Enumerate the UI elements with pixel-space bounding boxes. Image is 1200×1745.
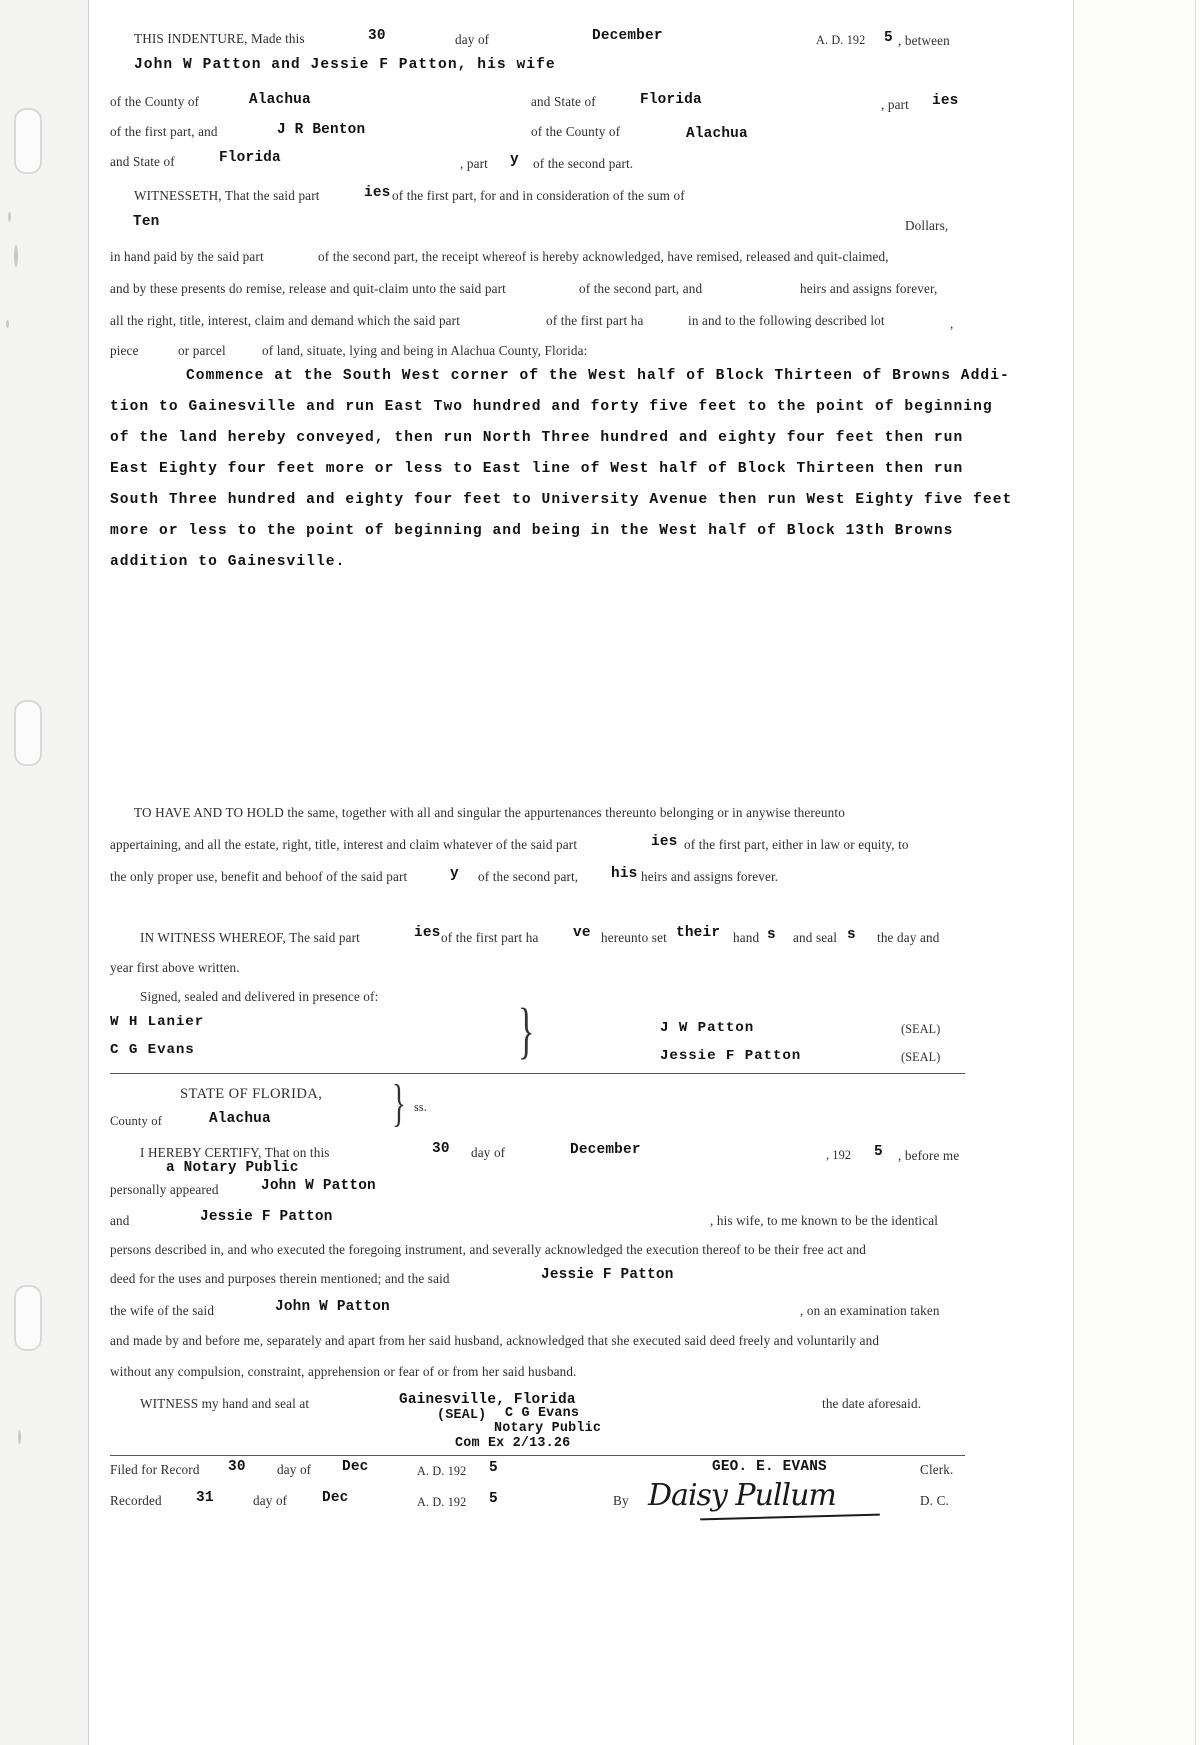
legal-description-line-4: East Eighty four feet more or less to East line of West half of Block Thirteen then run	[110, 461, 964, 477]
dc-label: D. C.	[920, 1493, 949, 1508]
habendum-his: his	[611, 866, 638, 882]
county-of-label: County of	[110, 1114, 163, 1128]
filed-for-record-label: Filed for Record	[110, 1462, 200, 1477]
clerk-name: GEO. E. EVANS	[712, 1459, 827, 1475]
filed-month-value: Dec	[342, 1459, 369, 1475]
ack-day-of-label: day of	[471, 1145, 506, 1160]
witnesseth-line-3d: ,	[950, 316, 954, 331]
signer-name-1: J W Patton	[660, 1020, 755, 1036]
in-witness-line-1a: IN WITNESS WHEREOF, The said part	[140, 930, 360, 945]
witnesseth-line-3c: in and to the following described lot	[688, 313, 885, 328]
recorded-day-of-label: day of	[253, 1493, 288, 1508]
witnesseth-tail: of the first part, for and in consideration of the sum of	[392, 188, 685, 203]
witnesseth-part-suffix: ies	[364, 185, 391, 201]
witnesseth-line-3b: of the first part ha	[546, 313, 644, 328]
grantee-state-value: Florida	[219, 150, 281, 166]
habendum-line-2a: appertaining, and all the estate, right, title, interest and claim whatever of the said part	[110, 837, 578, 852]
in-witness-s1: s	[767, 927, 776, 943]
habendum-part-suffix: ies	[651, 834, 678, 850]
notary-role: Notary Public	[494, 1421, 602, 1436]
in-witness-line-1e: and seal	[793, 930, 838, 945]
filed-day-value: 30	[228, 1459, 246, 1475]
of-second-part-label: of the second part.	[533, 156, 634, 171]
acknowledgment-county-value: Alachua	[209, 1111, 271, 1127]
signer-name-2: Jessie F Patton	[660, 1048, 802, 1064]
certify-lead: I HEREBY CERTIFY, That on this	[140, 1145, 330, 1160]
signature-brace: }	[518, 997, 535, 1065]
clerk-label: Clerk.	[920, 1462, 954, 1477]
personally-appeared-label: personally appeared	[110, 1182, 219, 1197]
in-witness-line-1c: hereunto set	[601, 930, 667, 945]
of-county-of-label-2: of the County of	[531, 124, 621, 139]
witnesseth-line-4a: piece	[110, 343, 139, 358]
in-witness-line-2: year first above written.	[110, 960, 240, 975]
witnesseth-lead: WITNESSETH, That the said part	[134, 188, 320, 203]
habendum-line-3b: of the second part,	[478, 869, 579, 884]
filed-year-value: 5	[489, 1460, 498, 1476]
date-aforesaid-label: the date aforesaid.	[822, 1396, 922, 1411]
in-witness-line-1f: the day and	[877, 930, 940, 945]
recorded-label: Recorded	[110, 1493, 162, 1508]
of-county-of-label: of the County of	[110, 94, 200, 109]
habendum-line-1: TO HAVE AND TO HOLD the same, together with all and singular the appurtenances thereunto belonging or in anywise thereunto	[134, 805, 845, 820]
ack-body-wife-name: Jessie F Patton	[541, 1267, 674, 1283]
filed-day-of-label: day of	[277, 1462, 312, 1477]
in-witness-their: their	[676, 925, 721, 941]
in-witness-line-1b: of the first part ha	[441, 930, 539, 945]
in-witness-line-1d: hand	[733, 930, 760, 945]
witnesseth-line-1a: in hand paid by the said part	[110, 249, 264, 264]
indenture-lead: THIS INDENTURE, Made this	[134, 31, 305, 46]
consideration-amount: Ten	[133, 214, 160, 230]
ss-label: ss.	[414, 1100, 427, 1114]
execution-day: 30	[368, 28, 386, 44]
grantee-part-suffix: y	[510, 152, 519, 168]
notary-name: C G Evans	[505, 1406, 580, 1421]
recorded-ad-label: A. D. 192	[417, 1495, 467, 1509]
and-label: and	[110, 1213, 130, 1228]
witness-name-2: C G Evans	[110, 1042, 195, 1058]
recorded-day-value: 31	[196, 1490, 214, 1506]
legal-description-line-7: addition to Gainesville.	[110, 554, 346, 570]
seal-label-1: (SEAL)	[901, 1022, 941, 1036]
ack-body-line-4: and made by and before me, separately and apart from her said husband, acknowledged that she executed said deed freely and voluntarily and	[110, 1333, 880, 1348]
ad-label: A. D. 192	[816, 33, 866, 47]
part-comma-label-2: , part	[460, 156, 488, 171]
witness-hand-seal-label: WITNESS my hand and seal at	[140, 1396, 310, 1411]
ack-body-line-3b: , on an examination taken	[800, 1303, 940, 1318]
witnesseth-line-1b: of the second part, the receipt whereof is hereby acknowledged, have remised, released and quit-claimed,	[318, 249, 889, 264]
legal-description-line-1: Commence at the South West corner of the West half of Block Thirteen of Browns Addi-	[186, 368, 1010, 384]
ack-year-label: , 192	[826, 1148, 852, 1162]
between-label: , between	[898, 33, 950, 48]
signature-flourish	[700, 1514, 880, 1521]
and-state-of-label: and State of	[531, 94, 596, 109]
grantee-county-value: Alachua	[686, 126, 748, 142]
ack-month-value: December	[570, 1142, 641, 1158]
grantor-county-value: Alachua	[249, 92, 311, 108]
legal-description-line-6: more or less to the point of beginning and being in the West half of Block 13th Browns	[110, 523, 954, 539]
ss-brace: }	[392, 1075, 406, 1132]
signed-sealed-delivered-label: Signed, sealed and delivered in presence of:	[140, 989, 379, 1004]
habendum-part-suffix-2: y	[450, 866, 459, 882]
witnesseth-line-2a: and by these presents do remise, release and quit-claim unto the said part	[110, 281, 506, 296]
witness-name-1: W H Lanier	[110, 1014, 205, 1030]
state-of-florida-label: STATE OF FLORIDA,	[180, 1086, 323, 1102]
of-first-part-and-label: of the first part, and	[110, 124, 218, 139]
in-witness-ies: ies	[414, 925, 441, 941]
witnesseth-line-4c: of land, situate, lying and being in Alachua County, Florida:	[262, 343, 588, 358]
part-comma-label: , part	[881, 97, 909, 112]
execution-month: December	[592, 28, 663, 44]
ack-body-line-2a: deed for the uses and purposes therein mentioned; and the said	[110, 1271, 450, 1286]
section-divider-rule	[110, 1073, 965, 1074]
day-of-label: day of	[455, 32, 490, 47]
recording-divider-rule	[110, 1455, 965, 1456]
witnesseth-line-2c: heirs and assigns forever,	[800, 281, 938, 296]
habendum-line-2b: of the first part, either in law or equity, to	[684, 837, 909, 852]
by-label: By	[613, 1493, 629, 1508]
legal-description-line-3: of the land hereby conveyed, then run North Three hundred and eighty four feet then run	[110, 430, 964, 446]
ack-person-1: John W Patton	[261, 1178, 376, 1194]
recorded-year-value: 5	[489, 1491, 498, 1507]
in-witness-s2: s	[847, 927, 856, 943]
witnesseth-line-3a: all the right, title, interest, claim and demand which the said part	[110, 313, 461, 328]
ack-body-line-5: without any compulsion, constraint, apprehension or fear of or from her said husband.	[110, 1364, 577, 1379]
dollars-label: Dollars,	[905, 218, 949, 233]
notary-title-typed: a Notary Public	[166, 1160, 299, 1176]
witnesseth-line-4b: or parcel	[178, 343, 226, 358]
ack-body-line-1: persons described in, and who executed the foregoing instrument, and severally acknowledged the execution thereof to be their free act and	[110, 1242, 866, 1257]
grantor-part-suffix: ies	[932, 93, 959, 109]
deputy-clerk-signature: Daisy Pullum	[648, 1478, 836, 1513]
ack-body-husband-name: John W Patton	[275, 1299, 390, 1315]
ack-day-value: 30	[432, 1141, 450, 1157]
filed-ad-label: A. D. 192	[417, 1464, 467, 1478]
and-state-of-label-2: and State of	[110, 154, 175, 169]
notary-commission-expiry: Com Ex 2/13.26	[455, 1436, 571, 1451]
notary-place-value: Gainesville, Florida	[399, 1392, 576, 1408]
witnesseth-line-2b: of the second part, and	[579, 281, 703, 296]
before-me-label: , before me	[898, 1148, 960, 1163]
legal-description-line-2: tion to Gainesville and run East Two hundred and forty five feet to the point of beginning	[110, 399, 993, 415]
in-witness-ve: ve	[573, 925, 591, 941]
grantor-state-value: Florida	[640, 92, 702, 108]
ack-person-2: Jessie F Patton	[200, 1209, 333, 1225]
his-wife-known-label: , his wife, to me known to be the identical	[710, 1213, 939, 1228]
execution-year: 5	[884, 30, 893, 46]
habendum-line-3c: heirs and assigns forever.	[641, 869, 779, 884]
legal-description-line-5: South Three hundred and eighty four feet to University Avenue then run West Eighty five feet	[110, 492, 1013, 508]
grantor-names: John W Patton and Jessie F Patton, his wife	[134, 57, 556, 73]
ack-body-line-3a: the wife of the said	[110, 1303, 215, 1318]
notary-seal-label: (SEAL)	[437, 1408, 487, 1423]
recorded-month-value: Dec	[322, 1490, 349, 1506]
habendum-line-3a: the only proper use, benefit and behoof of the said part	[110, 869, 408, 884]
ack-year-value: 5	[874, 1144, 883, 1160]
seal-label-2: (SEAL)	[901, 1050, 941, 1064]
grantee-name: J R Benton	[277, 122, 366, 138]
